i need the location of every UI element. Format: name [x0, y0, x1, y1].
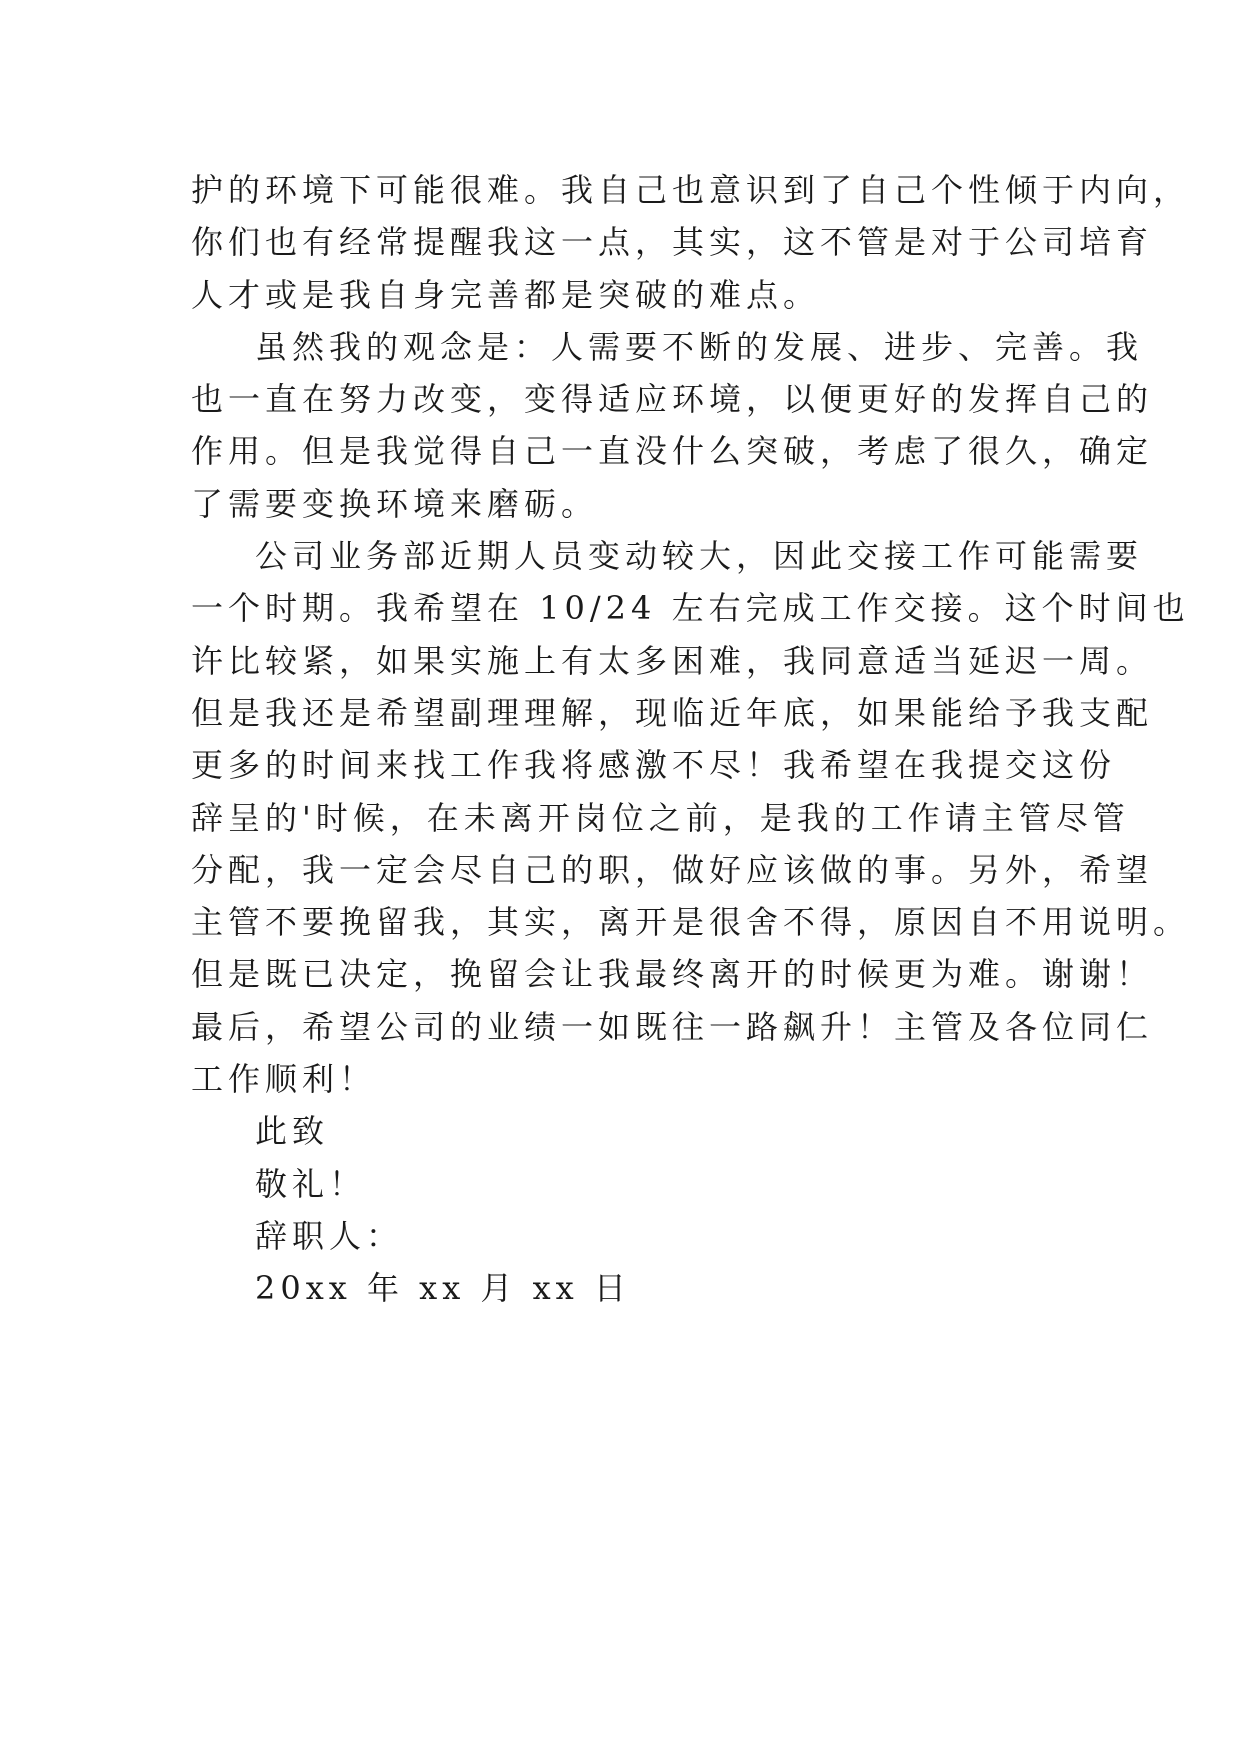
paragraph-start-line: 公司业务部近期人员变动较大，因此交接工作可能需要 — [255, 537, 1144, 576]
text-line: 但是我还是希望副理理解，现临近年底，如果能给予我支配 — [191, 693, 1154, 732]
text-line: 人才或是我自身完善都是突破的难点。 — [191, 275, 821, 314]
text-line: 护的环境下可能很难。我自己也意识到了自己个性倾于内向， — [191, 171, 1191, 209]
text-line: 作用。但是我觉得自己一直没什么突破，考虑了很久，确定 — [191, 432, 1154, 471]
text-line: 也一直在努力改变，变得适应环境，以便更好的发挥自己的 — [191, 380, 1154, 419]
signature-label: 辞职人： — [255, 1216, 404, 1255]
text-line: 主管不要挽留我，其实，离开是很舍不得，原因自不用说明。 — [191, 903, 1191, 942]
text-line: 许比较紧，如果实施上有太多困难，我同意适当延迟一周。 — [191, 641, 1154, 680]
text-line: 一个时期。我希望在 10/24 左右完成工作交接。这个时间也 — [191, 589, 1190, 628]
text-line: 但是既已决定，挽留会让我最终离开的时候更为难。谢谢！ — [191, 955, 1154, 994]
closing-salutation: 此致 — [255, 1112, 330, 1151]
text-line: 分配，我一定会尽自己的职，做好应该做的事。另外，希望 — [191, 850, 1154, 889]
text-line: 你们也有经常提醒我这一点，其实，这不管是对于公司培育 — [191, 223, 1154, 262]
letter-date: 20xx 年 xx 月 xx 日 — [255, 1269, 631, 1308]
paragraph-start-line: 虽然我的观念是：人需要不断的发展、进步、完善。我 — [255, 327, 1144, 366]
text-line: 了需要变换环境来磨砺。 — [191, 484, 599, 523]
closing-regards: 敬礼！ — [255, 1164, 367, 1203]
letter-body — [191, 164, 1191, 1315]
text-line: 辞呈的'时候，在未离开岗位之前，是我的工作请主管尽管 — [191, 798, 1130, 837]
text-line: 更多的时间来找工作我将感激不尽！我希望在我提交这份 — [191, 746, 1117, 785]
text-line: 工作顺利！ — [191, 1060, 377, 1099]
text-line: 最后，希望公司的业绩一如既往一路飙升！主管及各位同仁 — [191, 1007, 1154, 1046]
